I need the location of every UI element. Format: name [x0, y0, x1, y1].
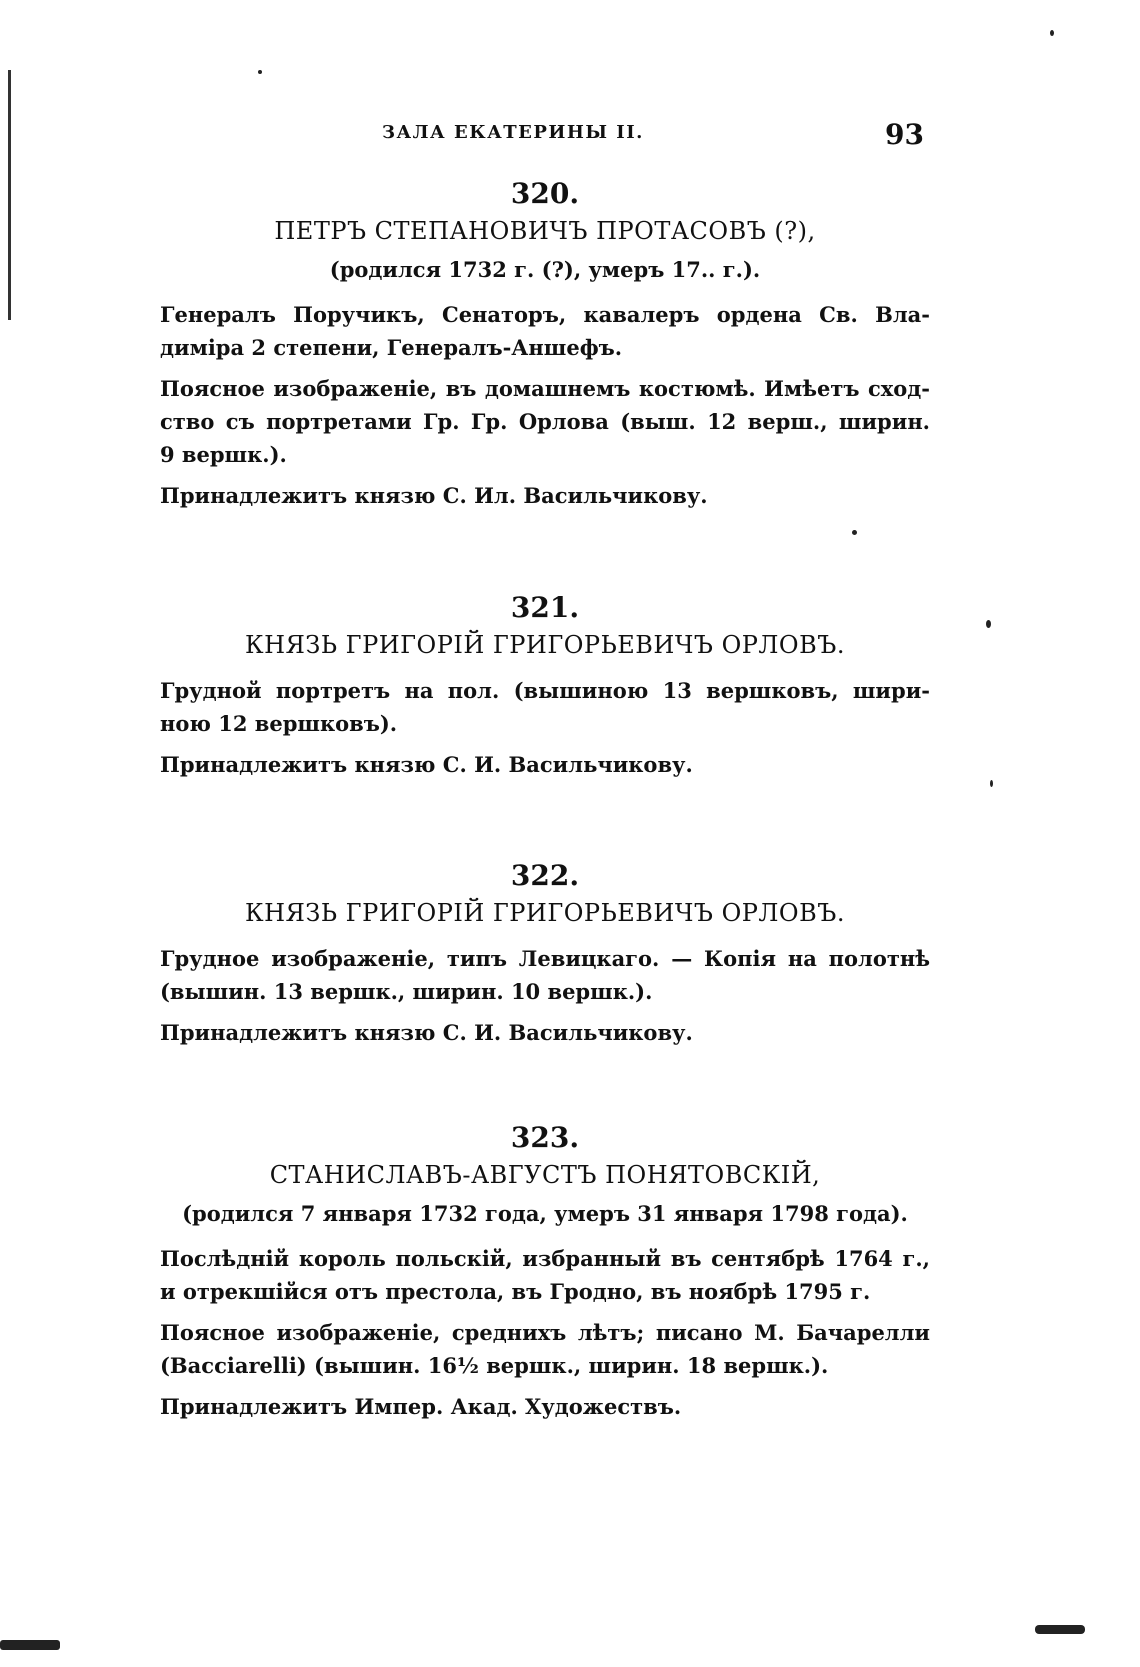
scan-smudge	[1035, 1625, 1085, 1634]
catalog-entry-323	[160, 1120, 930, 1423]
entry-paragraph	[160, 674, 930, 740]
scan-edge-mark	[8, 70, 11, 320]
entry-paragraph	[160, 479, 930, 512]
entry-paragraph	[160, 298, 930, 364]
entry-paragraph	[160, 372, 930, 471]
entry-paragraph	[160, 1316, 930, 1382]
entry-number: 323.	[510, 1121, 580, 1154]
text-line: и отрекшійся отъ престола, въ Гродно, въ ноябрѣ 1795 г.	[160, 1279, 871, 1304]
entry-number: 320.	[510, 177, 580, 210]
entry-number: 321.	[510, 591, 580, 624]
text-line: (вышин. 13 вершк., ширин. 10 вершк.).	[160, 979, 653, 1004]
catalog-entry-320	[160, 176, 930, 512]
catalog-entry-322	[160, 858, 930, 1049]
entry-dates: (родился 1732 г. (?), умеръ 17.. г.).	[329, 257, 761, 282]
text-line: Принадлежитъ Импер. Акад. Художествъ.	[160, 1394, 682, 1419]
entry-paragraph	[160, 748, 930, 781]
entry-paragraph	[160, 1390, 930, 1423]
text-line: Принадлежитъ князю С. Ил. Васильчикову.	[160, 483, 708, 508]
text-line: диміра 2 степени, Генералъ-Аншефъ.	[160, 335, 623, 360]
text-line: Принадлежитъ князю С. И. Васильчикову.	[160, 752, 693, 777]
entry-paragraph	[160, 1016, 930, 1049]
entry-name: КНЯЗЬ ГРИГОРІЙ ГРИГОРЬЕВИЧЪ ОРЛОВЪ.	[245, 631, 845, 659]
text-line: Послѣдній король польскій, избранный въ сентябрѣ 1764 г.,	[160, 1246, 930, 1271]
entry-name: ПЕТРЪ СТЕПАНОВИЧЪ ПРОТАСОВЪ (?),	[274, 217, 816, 245]
text-line: (Bacciarelli) (вышин. 16½ вершк., ширин. 18 вершк.).	[160, 1353, 829, 1378]
scan-speck	[1050, 30, 1054, 36]
entry-name: СТАНИСЛАВЪ-АВГУСТЪ ПОНЯТОВСКІЙ,	[269, 1161, 821, 1189]
entry-dates: (родился 7 января 1732 года, умеръ 31 января 1798 года).	[182, 1201, 908, 1226]
running-title: ЗАЛА ЕКАТЕРИНЫ II.	[382, 122, 644, 143]
text-line: Поясное изображеніе, въ домашнемъ костюмѣ. Имѣетъ сход-	[160, 376, 930, 401]
entry-paragraph	[160, 942, 930, 1008]
entry-paragraph	[160, 1242, 930, 1308]
text-line: 9 вершк.).	[160, 442, 287, 467]
scan-speck	[986, 620, 991, 628]
text-line: ною 12 вершковъ).	[160, 711, 398, 736]
running-head	[160, 118, 930, 158]
text-line: ство съ портретами Гр. Гр. Орлова (выш. 12 верш., ширин.	[160, 409, 930, 434]
scan-speck	[258, 70, 262, 74]
entry-name: КНЯЗЬ ГРИГОРІЙ ГРИГОРЬЕВИЧЪ ОРЛОВЪ.	[245, 899, 845, 927]
text-line: Грудное изображеніе, типъ Левицкаго. — Копія на полотнѣ	[160, 946, 930, 971]
scan-smudge	[0, 1640, 60, 1650]
text-line: Генералъ Поручикъ, Сенаторъ, кавалеръ ордена Св. Вла-	[160, 302, 930, 327]
page-number: 93	[885, 118, 924, 151]
text-line: Принадлежитъ князю С. И. Васильчикову.	[160, 1020, 693, 1045]
text-line: Поясное изображеніе, среднихъ лѣтъ; писано М. Бачарелли	[160, 1320, 930, 1345]
scan-speck	[852, 530, 857, 535]
scan-speck	[990, 780, 993, 787]
text-line: Грудной портретъ на пол. (вышиною 13 вершковъ, шири-	[160, 678, 930, 703]
catalog-entry-321	[160, 590, 930, 781]
entry-number: 322.	[510, 859, 580, 892]
